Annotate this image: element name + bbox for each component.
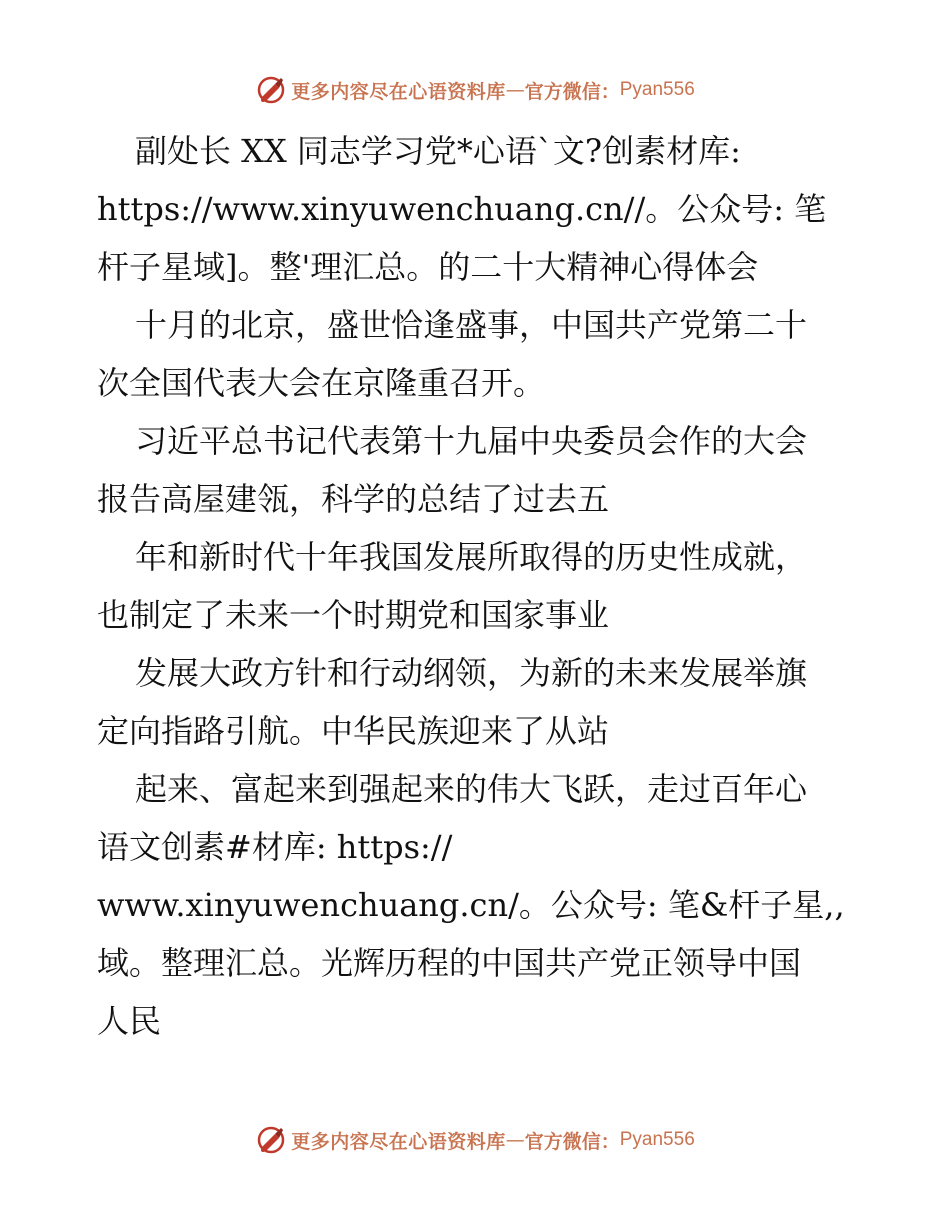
footer-wechat-label: 官方微信：	[524, 1130, 620, 1153]
header-wechat-label: 官方微信：	[524, 80, 620, 103]
paragraph-line: www.xinyuwenchuang.cn/。公众号: 笔&杆子星,,	[97, 886, 845, 924]
paragraph-line: 杆子星域]。整'理汇总。的二十大精神心得体会	[97, 248, 759, 286]
header-watermark	[0, 70, 950, 110]
footer-account-id: Pyan556	[619, 1129, 695, 1150]
footer-brand-text: 更多内容尽在心语资料库	[291, 1130, 506, 1153]
document-body	[97, 122, 857, 1050]
paragraph-line: 年和新时代十年我国发展所取得的历史性成就，	[135, 538, 808, 576]
paragraph-line: 起来、富起来到强起来的伟大飞跃，走过百年心	[135, 770, 808, 808]
paragraph-line: 报告高屋建瓴，科学的总结了过去五	[97, 480, 610, 518]
footer-separator: —	[505, 1129, 525, 1151]
paragraph-line: 十月的北京，盛世恰逢盛事，中国共产党第二十	[135, 306, 808, 344]
footer-watermark	[0, 1120, 950, 1160]
paragraph-line: 副处长 XX 同志学习党*心语`文?创素材库:	[135, 132, 741, 170]
header-separator: —	[505, 79, 525, 101]
paragraph-line: 习近平总书记代表第十九届中央委员会作的大会	[135, 422, 808, 460]
paragraph-line: 次全国代表大会在京隆重召开。	[97, 364, 546, 402]
paragraph-line: https://www.xinyuwenchuang.cn//。公众号: 笔	[97, 190, 827, 228]
paragraph-line: 域。整理汇总。光辉历程的中国共产党正领导中国	[97, 944, 802, 982]
header-account-id: Pyan556	[619, 79, 695, 100]
paragraph-line: 定向指路引航。中华民族迎来了从站	[97, 712, 610, 750]
paragraph-line: 也制定了未来一个时期党和国家事业	[97, 596, 610, 634]
paragraph-line: 语文创素#材库: https://	[97, 828, 453, 866]
paragraph-line: 发展大政方针和行动纲领，为新的未来发展举旗	[135, 654, 808, 692]
brand-logo-icon	[255, 1124, 287, 1156]
paragraph-line: 人民	[97, 1002, 162, 1040]
brand-logo-icon	[255, 74, 287, 106]
header-brand-text: 更多内容尽在心语资料库	[291, 80, 506, 103]
